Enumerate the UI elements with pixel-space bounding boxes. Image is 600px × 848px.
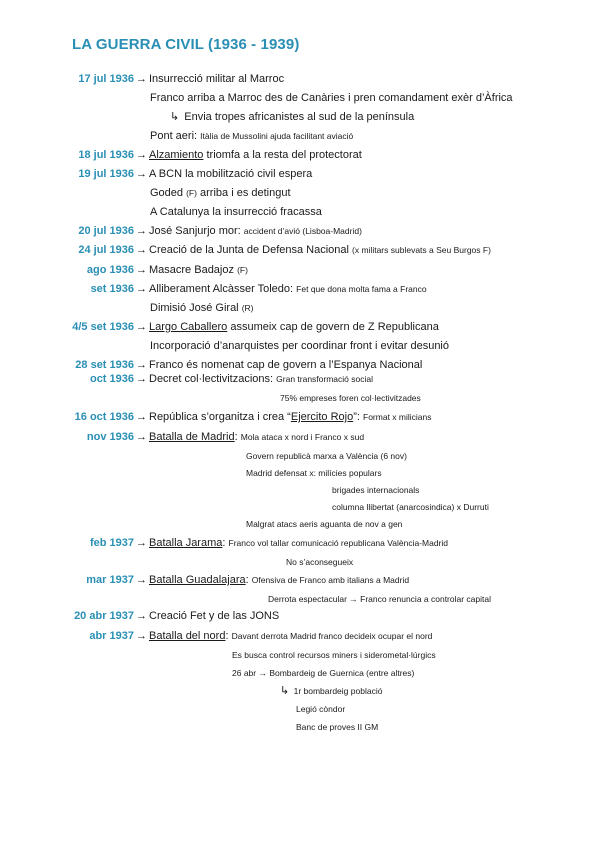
entry-date: 16 oct 1936 (74, 411, 134, 423)
entry-date: set 1936 (90, 283, 134, 295)
entry-note: Madrid defensat x: milícies populars (246, 468, 382, 478)
entry-date: 20 abr 1937 (74, 610, 134, 622)
entry-date: oct 1936 (89, 373, 134, 385)
arrow-icon: → (136, 225, 147, 237)
sub-arrow-icon: ↳ (280, 685, 290, 697)
entry-date: 24 jul 1936 (78, 244, 134, 256)
arrow-icon: → (136, 630, 147, 642)
arrow-icon: → (136, 73, 147, 85)
arrow-icon: → (136, 264, 147, 276)
entry-text: Incorporació d’anarquistes per coordinar front i evitar desunió (150, 340, 449, 352)
entry-text: → Batalla Guadalajara: Ofensiva de Franco amb italians a Madrid (136, 574, 410, 586)
entry-note: Govern republicà marxa a València (6 nov) (246, 451, 407, 461)
entry-note: columna llibertat (anarcosindica) x Durruti (332, 502, 489, 512)
entry-date: 19 jul 1936 (78, 168, 134, 180)
entry-text: → Alzamiento triomfa a la resta del protectorat (136, 149, 362, 161)
arrow-icon: → (136, 359, 147, 371)
entry-text: A Catalunya la insurrecció fracassa (150, 206, 322, 218)
arrow-icon: → (136, 168, 147, 180)
entry-text: → Creació de la Junta de Defensa Nacional (x militars sublevats a Seu Burgos F) (136, 244, 491, 256)
entry-note: ↳ 1r bombardeig població (280, 685, 383, 697)
entry-text: → Alliberament Alcàsser Toledo: Fet que dona molta fama a Franco (136, 283, 427, 295)
entry-date: nov 1936 (86, 431, 134, 443)
arrow-icon: → (136, 537, 147, 549)
sub-arrow-icon: ↳ (170, 111, 180, 123)
entry-date: ago 1936 (86, 264, 134, 276)
entry-text: → Largo Caballero assumeix cap de govern de Z Republicana (136, 321, 439, 333)
entry-note: brigades internacionals (332, 485, 420, 495)
entry-note: Es busca control recursos miners i siderometal·lúrgics (232, 650, 436, 660)
entry-date: feb 1937 (89, 537, 134, 549)
entry-note: Legió còndor (296, 704, 346, 714)
entry-note: 75% empreses foren col·lectivitzades (280, 393, 421, 403)
entry-text: → José Sanjurjo mor: accident d’avió (Lisboa-Madrid) (136, 225, 362, 237)
entry-text: ↳ Envia tropes africanistes al sud de la península (170, 111, 415, 123)
entry-text: → Franco és nomenat cap de govern a l’Espanya Nacional (136, 359, 423, 371)
entry-text: Goded (F) arriba i es detingut (150, 187, 291, 199)
entry-text: → Batalla Jarama: Franco vol tallar comunicació republicana València-Madrid (136, 537, 449, 549)
entry-date: 18 jul 1936 (78, 149, 134, 161)
entry-note: Malgrat atacs aeris aguanta de nov a gen (246, 519, 403, 529)
arrow-icon: → (136, 149, 147, 161)
entry-text: → Creació Fet y de las JONS (136, 610, 280, 622)
entry-text: → A BCN la mobilització civil espera (136, 168, 313, 180)
entry-date: abr 1937 (89, 630, 134, 642)
arrow-icon: → (136, 411, 147, 423)
arrow-icon: → (136, 283, 147, 295)
entry-date: 28 set 1936 (75, 359, 134, 371)
entry-date: 17 jul 1936 (78, 73, 134, 85)
entry-note: Derrota espectacular → Franco renuncia a controlar capital (268, 594, 491, 604)
entry-date: 20 jul 1936 (78, 225, 134, 237)
entry-date: 4/5 set 1936 (72, 321, 134, 333)
entry-text: → Batalla del nord: Davant derrota Madrid franco decideix ocupar el nord (136, 630, 433, 642)
entry-note: Banc de proves II GM (296, 722, 379, 732)
entry-date: mar 1937 (86, 574, 134, 586)
entry-text: Dimisió José Giral (R) (150, 302, 254, 314)
arrow-icon: → (136, 574, 147, 586)
entry-note: No s’aconsegueix (286, 557, 354, 567)
arrow-icon: → (136, 610, 147, 622)
entry-text: → Decret col·lectivitzacions: Gran transformació social (136, 373, 373, 385)
entry-text: → Batalla de Madrid: Mola ataca x nord i Franco x sud (136, 431, 365, 443)
arrow-icon: → (136, 244, 147, 256)
entry-text: → Insurrecció militar al Marroc (136, 73, 285, 85)
page-title: LA GUERRA CIVIL (1936 - 1939) (72, 36, 300, 53)
entry-text: Franco arriba a Marroc des de Canàries i pren comandament exèr d’Àfrica (150, 92, 513, 104)
entry-text: Pont aeri: Itàlia de Mussolini ajuda facilitant aviació (150, 130, 354, 142)
entry-text: → Masacre Badajoz (F) (136, 264, 248, 276)
arrow-icon: → (136, 321, 147, 333)
arrow-icon: → (136, 431, 147, 443)
entry-text: → República s’organitza i crea “Ejercito Rojo”: Format x milicians (136, 411, 432, 423)
entry-note: 26 abr → Bombardeig de Guernica (entre altres) (232, 668, 415, 678)
arrow-icon: → (136, 373, 147, 385)
